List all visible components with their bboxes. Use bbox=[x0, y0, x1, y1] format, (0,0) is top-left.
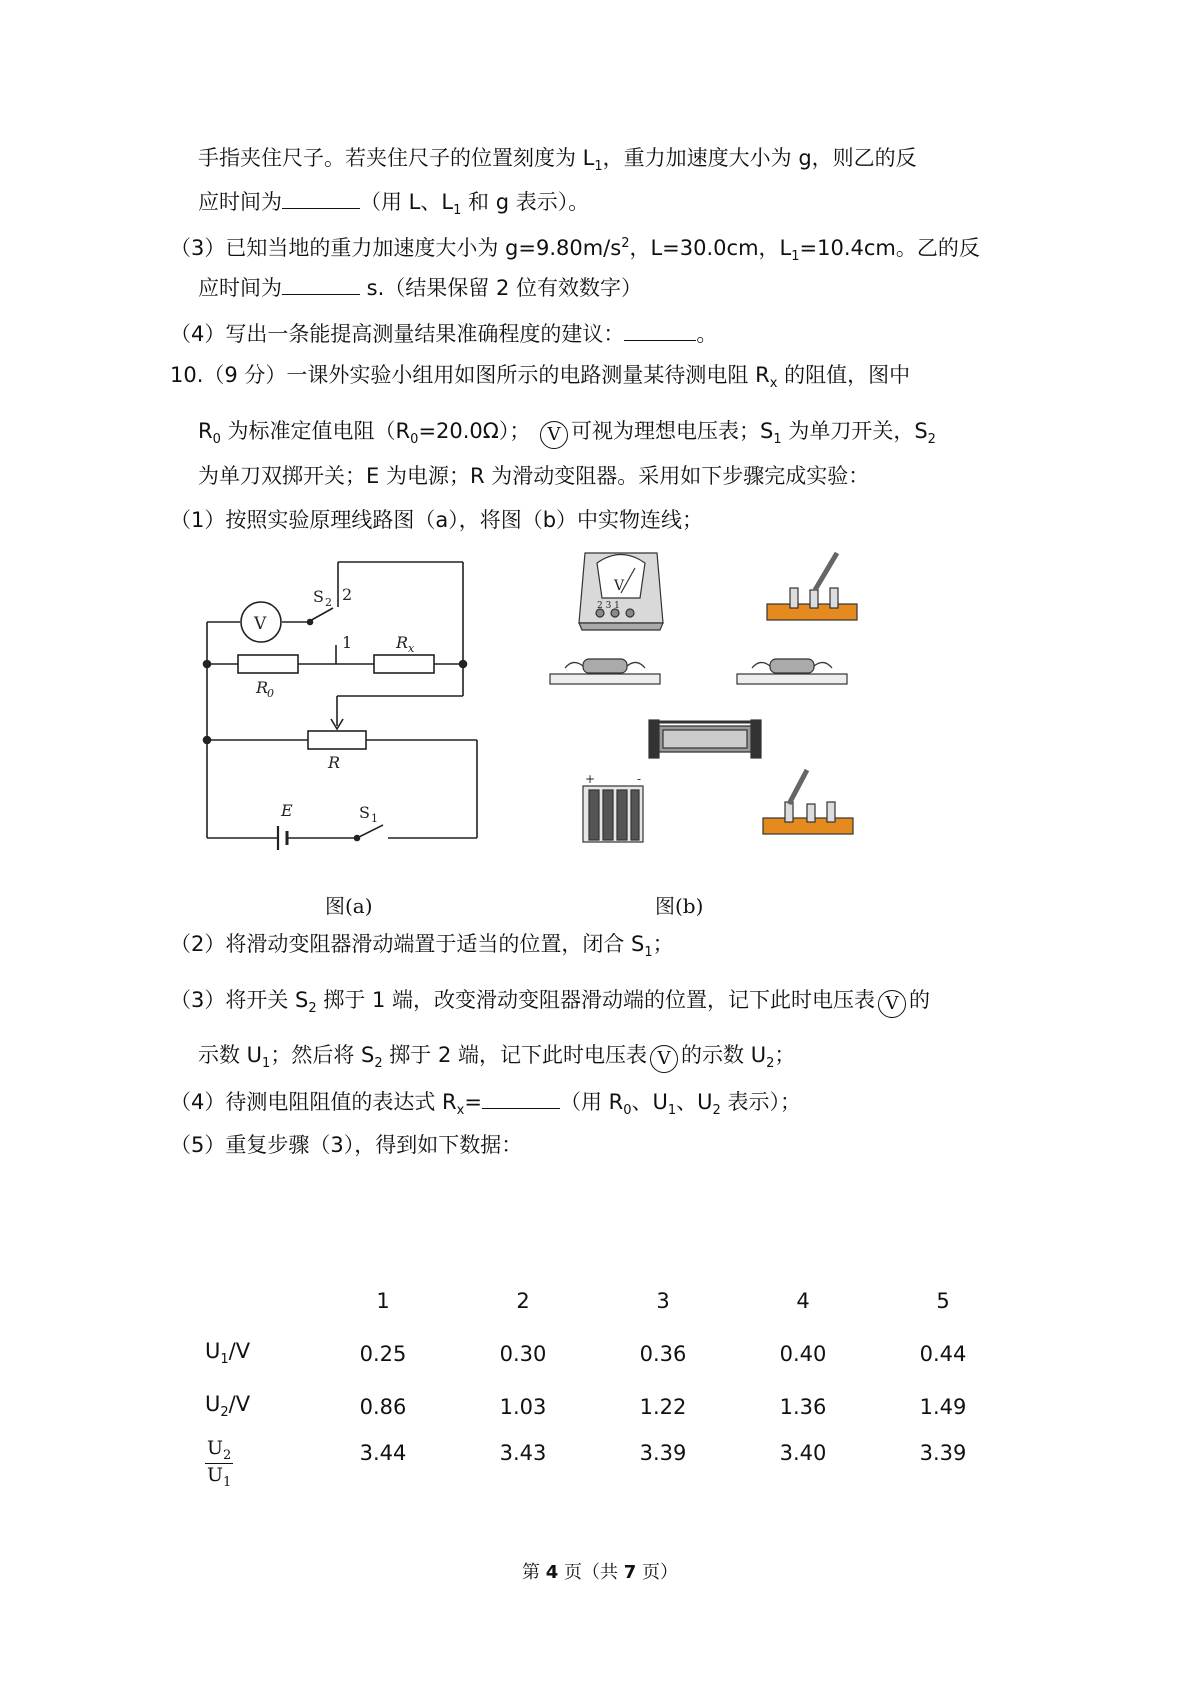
resistor-rx bbox=[374, 655, 434, 673]
column-header: 1 bbox=[376, 1288, 390, 1313]
svg-text:R: R bbox=[256, 678, 269, 697]
q10-part-3: （3）将开关 $S_2$ 掷于 1 端，改变滑动变阻器滑动端的位置，记下此时电压表 V 的 bbox=[170, 988, 931, 1017]
voltmeter-symbol-icon: V bbox=[540, 421, 568, 449]
svg-text:0: 0 bbox=[267, 687, 274, 700]
svg-text:S: S bbox=[313, 587, 324, 606]
table-cell: 1.03 bbox=[499, 1394, 547, 1419]
knife-switch-s1-icon bbox=[763, 770, 853, 834]
svg-text:V: V bbox=[614, 578, 625, 594]
q10-part-5: （5）重复步骤（3），得到如下数据： bbox=[170, 1133, 523, 1157]
answer-blank bbox=[282, 272, 360, 295]
q10-part-3-line-2: 示数 $U_1$；然后将 $S_2$ 掷于 2 端，记下此时电压表 V 的示数 $U_2$； bbox=[198, 1043, 796, 1072]
rheostat-device-icon bbox=[649, 720, 761, 758]
table-row bbox=[205, 1433, 1013, 1494]
svg-text:V: V bbox=[254, 614, 267, 634]
figure-b-caption: 图(b) bbox=[655, 894, 704, 918]
q10-line-1: 10.（9 分）一课外实验小组用如图所示的电路测量某待测电阻 $R_x$ 的阻值，图中 bbox=[170, 363, 911, 392]
q9-part-3-line-2: 应时间为 s.（结果保留 2 位有效数字） bbox=[198, 272, 642, 303]
column-header: 5 bbox=[936, 1288, 950, 1313]
current-page-number: 4 bbox=[545, 1562, 559, 1583]
table-cell: 0.25 bbox=[359, 1341, 407, 1366]
page-footer: 第 4 页（共 7 页） bbox=[522, 1562, 678, 1583]
svg-text:2: 2 bbox=[325, 596, 332, 609]
data-table bbox=[205, 1274, 1013, 1494]
voltmeter-symbol-icon: V bbox=[878, 990, 906, 1018]
resistor-board-r0-icon bbox=[550, 659, 660, 684]
column-header: 4 bbox=[796, 1288, 810, 1313]
row-label-u1: $U_1/V$ bbox=[205, 1339, 251, 1368]
q9-line-1: 手指夹住尺子。若夹住尺子的位置刻度为 $L_1$，重力加速度大小为 g，则乙的反 bbox=[198, 146, 917, 175]
table-cell: 0.36 bbox=[639, 1341, 687, 1366]
table-header-row bbox=[205, 1274, 1013, 1327]
ratio-fraction: $\frac{U_2}{U_1}$ bbox=[207, 1437, 232, 1490]
voltmeter-device-icon bbox=[579, 553, 663, 630]
circuit-diagram bbox=[190, 548, 510, 878]
apparatus-figure bbox=[545, 548, 865, 858]
svg-text:+: + bbox=[585, 772, 596, 786]
knife-switch-s2-icon bbox=[767, 553, 857, 620]
svg-text:E: E bbox=[281, 801, 293, 820]
table-cell: 3.39 bbox=[639, 1441, 687, 1465]
rheostat-r bbox=[308, 731, 366, 749]
q9-line-2: 应时间为 （用 L、$L_1$ 和 g 表示）。 bbox=[198, 186, 589, 226]
table-cell: 3.39 bbox=[919, 1441, 967, 1465]
table-cell: 0.44 bbox=[919, 1341, 967, 1366]
table-row bbox=[205, 1327, 1013, 1380]
table-cell: 0.30 bbox=[499, 1341, 547, 1366]
q9-part-4: （4）写出一条能提高测量结果准确程度的建议： 。 bbox=[170, 318, 717, 349]
column-header: 2 bbox=[516, 1288, 530, 1313]
battery-icon bbox=[583, 772, 643, 842]
q10-line-3: 为单刀双掷开关；E 为电源；R 为滑动变阻器。采用如下步骤完成实验： bbox=[198, 464, 870, 488]
row-label-ratio bbox=[205, 1433, 313, 1494]
answer-blank bbox=[624, 318, 696, 341]
total-page-count: 7 bbox=[623, 1562, 637, 1583]
answer-blank bbox=[282, 186, 360, 209]
table-row bbox=[205, 1380, 1013, 1433]
table-cell: 1.22 bbox=[639, 1394, 687, 1419]
q9-part-3: （3）已知当地的重力加速度大小为 $g=9.80m/s^2$，L=30.0cm，$L_1=10.4cm$。乙的反 bbox=[170, 236, 980, 265]
table-cell: 0.86 bbox=[359, 1394, 407, 1419]
table-cell: 1.36 bbox=[779, 1394, 827, 1419]
svg-text:1: 1 bbox=[371, 812, 378, 825]
answer-blank bbox=[482, 1086, 560, 1109]
svg-text:2 3 1: 2 3 1 bbox=[597, 601, 620, 611]
table-cell: 1.49 bbox=[919, 1394, 967, 1419]
svg-text:R: R bbox=[328, 753, 341, 772]
q10-part-2: （2）将滑动变阻器滑动端置于适当的位置，闭合 $S_1$； bbox=[170, 932, 674, 961]
svg-text:S: S bbox=[359, 803, 370, 822]
svg-text:x: x bbox=[408, 642, 415, 655]
svg-text:R: R bbox=[396, 633, 409, 652]
q10-line-2: $R_0$ 为标准定值电阻$(R_0=20.0\Omega)$； V 可视为理想电压表；$S_1$ 为单刀开关，$S_2$ bbox=[198, 419, 936, 448]
resistor-board-rx-icon bbox=[737, 659, 847, 684]
q10-part-4: （4）待测电阻阻值的表达式 $R_x=$ （用 $R_0$、$U_1$、$U_2$ 表示）； bbox=[170, 1086, 801, 1126]
table-cell: 0.40 bbox=[779, 1341, 827, 1366]
resistor-r0 bbox=[238, 655, 298, 673]
svg-text:-: - bbox=[637, 772, 642, 786]
figure-a-caption: 图(a) bbox=[325, 894, 373, 918]
row-label-u2: $U_2/V$ bbox=[205, 1392, 251, 1421]
column-header: 3 bbox=[656, 1288, 670, 1313]
voltmeter-symbol-icon: V bbox=[650, 1045, 678, 1073]
table-cell: 3.40 bbox=[779, 1441, 827, 1465]
svg-text:1: 1 bbox=[342, 633, 353, 652]
table-cell: 3.43 bbox=[499, 1441, 547, 1465]
table-cell: 3.44 bbox=[359, 1441, 407, 1465]
svg-text:2: 2 bbox=[342, 585, 353, 604]
q10-part-1: （1）按照实验原理线路图（a），将图（b）中实物连线； bbox=[170, 508, 704, 532]
